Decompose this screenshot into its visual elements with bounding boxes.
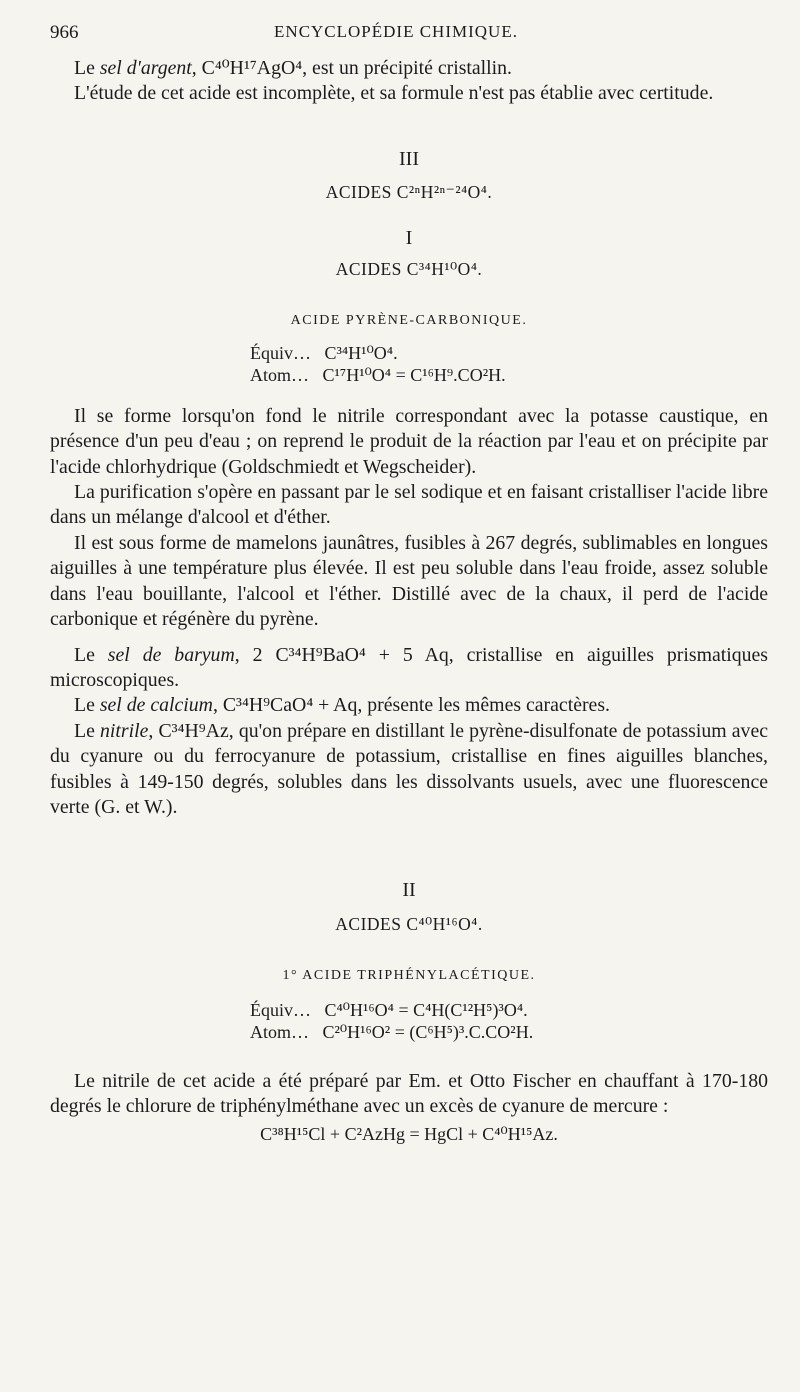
running-title: ENCYCLOPÉDIE CHIMIQUE. xyxy=(274,22,518,41)
paragraph-properties: Il est sous forme de mamelons jaunâtres, fusibles à 267 degrés, sublimables en longues aiguilles à une température plus élevée. Il est peu soluble dans l'eau froide, assez soluble dans l'eau bouillante, l'alcool et l'éther. Distillé avec de la chaux, il perd de l'acide carbonique et régénère du pyrène. xyxy=(50,531,768,631)
paragraph-rest: , cristallise en aiguilles prismatiques microscopiques. xyxy=(50,643,769,691)
paragraph-rest: , présente les mêmes caractères. xyxy=(357,694,610,717)
atom-row xyxy=(250,364,768,386)
paragraph-nitrile-preparation: Le nitrile de cet acide a été préparé par Em. et Otto Fischer en chauffant à 170-180 degrés le chlorure de triphénylméthane avec un excès de cyanure de mercure : xyxy=(50,1069,768,1117)
page-body xyxy=(50,56,768,1145)
paragraph-nitrile: Le nitrile, C³⁴H⁹Az, qu'on prépare en distillant le pyrène-disulfonate de potassium avec du cyanure ou du ferrocyanure de potassium, cristallise en fines aiguilles blanches, fusibles à 149-150 degrés, solubles dans les dissolvants usuels, avec une fluorescence verte (G. et W.). xyxy=(50,719,769,818)
paragraph-sel-baryum: Le sel de baryum, 2 C³⁴H⁹BaO⁴ + 5 Aq, cristallise en aiguilles prismatiques microscopiques. xyxy=(50,643,769,691)
atom-label: Atom… xyxy=(250,1021,310,1042)
lead-text: Le xyxy=(74,719,101,742)
paragraph-purification: La purification s'opère en passant par le sel sodique et en faisant cristalliser l'acide libre dans un mélange d'alcool et d'éther. xyxy=(50,481,768,529)
equiv-label: Équiv… xyxy=(250,342,311,363)
formula-nitrile: C³⁴H⁹Az xyxy=(158,719,229,742)
equiv-label: Équiv… xyxy=(250,999,311,1020)
paragraph-rest: , qu'on prépare en distillant le pyrène-disulfonate de potassium avec du cyanure ou du ferrocyanure de potassium, cristallise en fines aiguilles blanches, fusibles à 149-150 degrés, solubles dans les dissolvants usuels, avec une fluorescence verte (G. et W.). xyxy=(50,719,769,818)
term-nitrile: nitrile xyxy=(100,719,149,742)
page-header xyxy=(50,22,742,50)
equiv-formula: C³⁴H¹⁰O⁴. xyxy=(324,342,398,363)
paragraph-sel-calcium: Le sel de calcium, C³⁴H⁹CaO⁴ + Aq, présente les mêmes caractères. xyxy=(74,694,610,717)
acid-name-triphenylacetique: 1° ACIDE TRIPHÉNYLACÉTIQUE. xyxy=(282,968,536,984)
acid-name-pyrene-carbonique: ACIDE PYRÈNE-CARBONIQUE. xyxy=(290,313,528,329)
paragraph-rest: , est un précipité cristallin. xyxy=(302,57,512,79)
paragraph-formation: Il se forme lorsqu'on fond le nitrile correspondant avec la potasse caustique, en présence d'un peu d'eau ; on reprend le produit de la réaction par l'eau et on précipite par l'acide chlorhydrique (Goldschmiedt et Wegscheider). xyxy=(50,404,768,478)
section-numeral-iii: III xyxy=(399,147,419,170)
term-sel-argent: sel d'argent xyxy=(99,57,192,79)
formula-sel-argent: C⁴⁰H¹⁷AgO⁴ xyxy=(201,57,303,79)
section-title-acides: ACIDES C²ⁿH²ⁿ⁻²⁴O⁴. xyxy=(325,182,493,203)
subsection-title-acides-c40: ACIDES C⁴⁰H¹⁶O⁴. xyxy=(335,913,483,934)
page-number: 966 xyxy=(50,22,79,43)
equiv-row xyxy=(250,342,768,364)
atom-row xyxy=(250,1021,768,1043)
paragraph-sel-argent: Le sel d'argent, C⁴⁰H¹⁷AgO⁴, est un précipité cristallin. xyxy=(74,57,512,79)
formula-sel-calcium: C³⁴H⁹CaO⁴ + Aq xyxy=(222,694,358,717)
lead-text: Le xyxy=(74,643,108,666)
subsection-title-acides-c34: ACIDES C³⁴H¹⁰O⁴. xyxy=(335,259,483,280)
reaction-equation: C³⁸H¹⁵Cl + C²AzHg = HgCl + C⁴⁰H¹⁵Az. xyxy=(260,1124,558,1145)
term-sel-baryum: sel de baryum xyxy=(107,643,235,666)
formula-block-triphenyl xyxy=(250,999,768,1043)
atom-formula: C²⁰H¹⁶O² = (C⁶H⁵)³.C.CO²H. xyxy=(322,1021,534,1042)
lead-text: Le xyxy=(74,694,100,717)
subsection-numeral-ii: II xyxy=(402,879,416,902)
subsection-numeral-i: I xyxy=(405,226,413,249)
atom-label: Atom… xyxy=(250,364,310,385)
formula-block-pyrene xyxy=(250,342,768,386)
formula-sel-baryum: 2 C³⁴H⁹BaO⁴ + 5 Aq xyxy=(252,643,449,666)
atom-formula: C¹⁷H¹⁰O⁴ = C¹⁶H⁹.CO²H. xyxy=(322,364,506,385)
equiv-formula: C⁴⁰H¹⁶O⁴ = C⁴H(C¹²H⁵)³O⁴. xyxy=(324,999,528,1020)
term-sel-calcium: sel de calcium xyxy=(99,694,213,717)
equiv-row xyxy=(250,999,768,1021)
lead-text: Le xyxy=(74,57,100,79)
paragraph-etude-incomplete: L'étude de cet acide est incomplète, et sa formule n'est pas établie avec certitude. xyxy=(74,82,714,105)
